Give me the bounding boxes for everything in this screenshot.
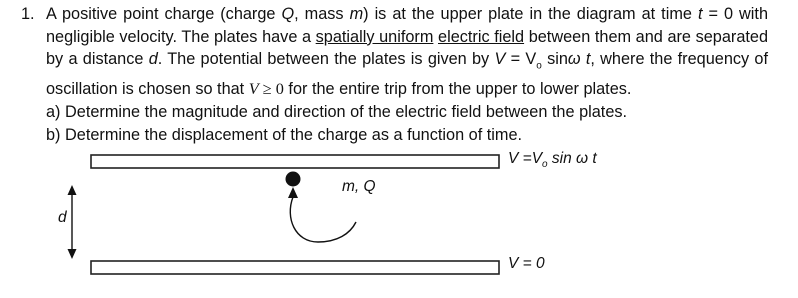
charge-label: m, Q [342,178,376,195]
intro-run: A positive point charge (charge [46,5,282,23]
distance-label: d [58,209,67,226]
bottom-plate [91,261,499,274]
intro-run: spatially uniform [315,27,434,46]
top-plate [91,155,499,168]
intro-run: for the entire trip from the upper to lower plates. [283,80,632,99]
problem-number: 1. [21,5,35,23]
intro-run: . The potential between the plates is given by [157,50,495,69]
intro-run: t [697,5,703,23]
top-plate-label: $V =V_o$ sin ω t [508,150,597,171]
question-a: a) Determine the magnitude and direction of the electric field between the plates. [46,103,628,122]
question-b: b) Determine the displacement of the charge as a function of time. [46,125,523,144]
intro-run: electric field [438,27,525,46]
intro-run: Q [281,5,295,23]
intro-run: t [585,50,591,69]
intro-run: ≥ 0 [258,79,284,99]
intro-run: d [148,50,158,69]
intro-run: between them and are separated by a distance [46,27,769,69]
intro-run: sin [541,50,568,69]
intro-run: m [349,5,364,23]
intro-run: = V [505,50,537,69]
intro-run: ) is at the upper plate in the diagram at time [363,5,698,23]
intro-run: , mass [294,5,350,23]
point-charge [286,172,301,187]
intro-run: , where the frequency of oscillation is chosen so that [46,50,769,99]
bottom-plate-label: V = 0 [508,255,545,272]
intro-run: ω [567,50,581,69]
intro-run: o [536,60,542,72]
intro-run: = 0 with negligible velocity. The plates have a [46,5,769,46]
intro-run: V [494,50,506,69]
distance-arrow [68,185,77,259]
intro-run: V [248,79,259,99]
